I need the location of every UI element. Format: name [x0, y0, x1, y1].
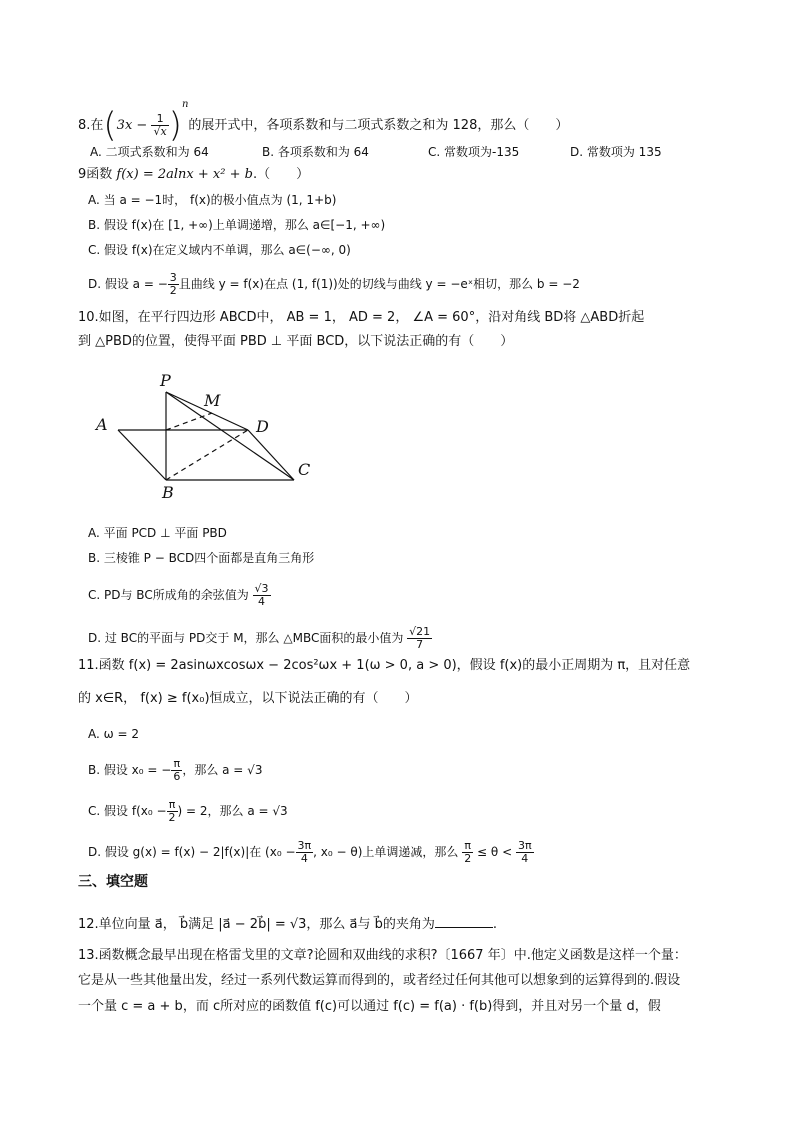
q11-b-fraction: $\frac{\pi}{6}$	[173, 757, 181, 783]
q11-d-fraction1: $\frac{3\pi}{4}$	[297, 839, 312, 865]
q13-line2: 它是从一些其他量出发，经过一系列代数运算而得到的，或者经过任何其他可以想象到的运算得到的.假设	[78, 973, 681, 988]
q9-option-c: C. 假设 f(x)在定义域内不单调，那么 a∈(−∞, 0)	[88, 243, 351, 257]
q10-line1: 10.如图，在平行四边形 ABCD中， AB = 1， AD = 2， ∠A = 60°，沿对角线 BD将 △ABD折起	[78, 310, 645, 325]
q10-option-d: D. 过 BC的平面与 PD交于 M，那么 △MBC面积的最小值为 $\frac{√21}{7}$	[88, 625, 431, 651]
q10-option-b: B. 三棱锥 P − BCD四个面都是直角三角形	[88, 551, 315, 565]
edge-pc	[166, 392, 294, 480]
q11-option-a: A. ω = 2	[88, 727, 139, 741]
label-p: P	[160, 371, 171, 390]
q10-figure	[88, 368, 328, 508]
q9-stem: 9函数 f(x) = 2alnx + x² + b.（ ）	[78, 167, 310, 182]
q12-answer-blank[interactable]	[435, 915, 493, 928]
q8-option-a: A. 二项式系数和为 64	[90, 145, 209, 159]
q10-option-a: A. 平面 PCD ⊥ 平面 PBD	[88, 526, 227, 540]
q9-d-fraction: $\frac{3}{2}$	[169, 271, 177, 297]
q12-stem: 12.单位向量 a⃗， b⃗满足 |a⃗ − 2b⃗| = √3，那么 a⃗与 b⃗的夹角为 .	[78, 917, 498, 932]
q10-line2: 到 △PBD的位置，使得平面 PBD ⊥ 平面 BCD，以下说法正确的有（ ）	[78, 334, 514, 349]
q10-d-fraction: $\frac{√21}{7}$	[409, 625, 431, 651]
edge-dc	[248, 430, 294, 480]
q13-line1: 13.函数概念最早出现在格雷戈里的文章?论圆和双曲线的求积?〔1667 年〕中.他定义函数是这样一个量：	[78, 948, 687, 963]
q11-c-fraction: $\frac{\pi}{2}$	[168, 798, 176, 824]
q11-line1: 11.函数 f(x) = 2asinωxcosωx − 2cos²ωx + 1(ω > 0, a > 0)，假设 f(x)的最小正周期为 π，且对任意	[78, 658, 691, 673]
edge-ab	[118, 430, 166, 480]
q11-option-b: B. 假设 x₀ = − $\frac{\pi}{6}$ ，那么 a = √3	[88, 757, 263, 783]
q11-option-d: D. 假设 g(x) = f(x) − 2|f(x)|在 (x₀ − $\frac{3\pi}{4}$ , x₀ − θ)上单调递减，那么 $\frac{\pi}{2}$ ≤ θ < $\frac{3\pi}{4}$	[88, 839, 532, 865]
q8-option-c: C. 常数项为-135	[428, 145, 520, 159]
label-a: A	[96, 415, 108, 434]
q11-d-fraction3: $\frac{3\pi}{4}$	[517, 839, 532, 865]
section-title: 三、填空题	[78, 874, 148, 890]
q9-option-b: B. 假设 f(x)在 [1, +∞)上单调递增，那么 a∈[−1, +∞)	[88, 218, 386, 232]
label-c: C	[298, 460, 311, 479]
q8-option-b: B. 各项系数和为 64	[262, 145, 369, 159]
q9-option-d: D. 假设 a = − $\frac{3}{2}$ 且曲线 y = f(x)在点 (1, f(1))处的切线与曲线 y = −eˣ相切，那么 b = −2	[88, 271, 580, 297]
label-d: D	[256, 417, 269, 436]
q11-d-fraction2: $\frac{\pi}{2}$	[464, 839, 472, 865]
label-b: B	[162, 483, 174, 502]
q8-stem: 8.在(3x − $\frac{1}{√x}$ )$^n$的展开式中，各项系数和与二项式系数之和为 128，那么（ ）	[78, 99, 569, 146]
label-m: M	[204, 391, 221, 410]
q11-option-c: C. 假设 f(x₀ − $\frac{\pi}{2}$ ) = 2，那么 a = √3	[88, 798, 288, 824]
q13-line3: 一个量 c = a + b，而 c所对应的函数值 f(c)可以通过 f(c) = f(a) · f(b)得到，并且对另一个量 d，假	[78, 999, 661, 1014]
q11-line2: 的 x∈R， f(x) ≥ f(x₀)恒成立，以下说法正确的有（ ）	[78, 691, 418, 706]
q8-fraction: $\frac{1}{√x}$	[153, 112, 167, 138]
q10-option-c: C. PD与 BC所成角的余弦值为 $\frac{√3}{4}$	[88, 582, 269, 608]
q10-c-fraction: $\frac{√3}{4}$	[254, 582, 269, 608]
q9-option-a: A. 当 a = −1时， f(x)的极小值点为 (1, 1+b)	[88, 193, 337, 207]
edge-bd	[166, 430, 248, 480]
q8-option-d: D. 常数项为 135	[570, 145, 662, 159]
edge-bm	[166, 413, 212, 430]
